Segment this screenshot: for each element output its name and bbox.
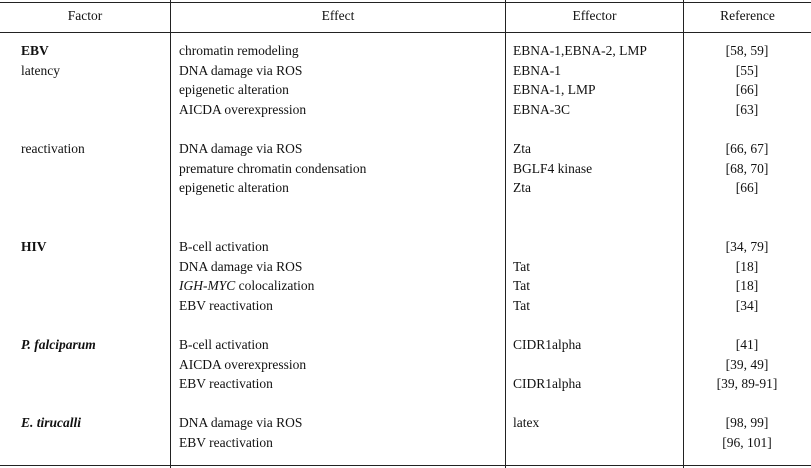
effector-cell: CIDR1alpha bbox=[513, 376, 582, 391]
header-bottom-rule bbox=[0, 32, 811, 33]
reference-cell: [39, 89-91] bbox=[716, 376, 778, 391]
effector-cell: Tat bbox=[513, 278, 531, 293]
effector-cell: Tat bbox=[513, 298, 531, 313]
effector-cell: EBNA-3C bbox=[513, 102, 570, 117]
factor-cell: E. tirucalli bbox=[21, 415, 82, 430]
table-bottom-rule bbox=[0, 465, 811, 466]
reference-cell: [66, 67] bbox=[725, 141, 769, 156]
effector-cell: CIDR1alpha bbox=[513, 337, 582, 352]
effect-cell: chromatin remodeling bbox=[179, 43, 299, 58]
reference-cell: [41] bbox=[735, 337, 759, 352]
reference-cell: [34, 79] bbox=[725, 239, 769, 254]
reference-cell: [58, 59] bbox=[725, 43, 769, 58]
header-effector: Effector bbox=[572, 8, 617, 23]
effect-cell: EBV reactivation bbox=[179, 298, 273, 313]
effector-cell: BGLF4 kinase bbox=[513, 161, 593, 176]
effect-cell: premature chromatin condensation bbox=[179, 161, 367, 176]
reference-cell: [18] bbox=[735, 259, 759, 274]
effector-cell: EBNA-1, LMP bbox=[513, 82, 596, 97]
effector-cell: EBNA-1,EBNA-2, LMP bbox=[513, 43, 647, 58]
effect-cell: AICDA overexpression bbox=[179, 102, 307, 117]
reference-cell: [63] bbox=[735, 102, 759, 117]
reference-cell: [68, 70] bbox=[725, 161, 769, 176]
reference-cell: [55] bbox=[735, 63, 759, 78]
reference-cell: [18] bbox=[735, 278, 759, 293]
effector-cell: EBNA-1 bbox=[513, 63, 561, 78]
reference-cell: [96, 101] bbox=[722, 435, 772, 450]
effect-cell: B-cell activation bbox=[179, 239, 269, 254]
factor-cell: P. falciparum bbox=[21, 337, 96, 352]
column-divider bbox=[170, 0, 171, 468]
effector-cell: latex bbox=[513, 415, 540, 430]
effect-cell: EBV reactivation bbox=[179, 435, 273, 450]
effect-cell: epigenetic alteration bbox=[179, 180, 289, 195]
effector-cell: Zta bbox=[513, 141, 531, 156]
effect-cell: EBV reactivation bbox=[179, 376, 273, 391]
effect-cell: epigenetic alteration bbox=[179, 82, 289, 97]
effector-cell: Zta bbox=[513, 180, 531, 195]
effect-cell: B-cell activation bbox=[179, 337, 269, 352]
factor-cell: reactivation bbox=[21, 141, 85, 156]
header-effect: Effect bbox=[321, 8, 355, 23]
table-top-rule bbox=[0, 2, 811, 3]
reference-cell: [66] bbox=[735, 180, 759, 195]
effect-cell: DNA damage via ROS bbox=[179, 141, 303, 156]
factor-cell: latency bbox=[21, 63, 60, 78]
reference-cell: [34] bbox=[735, 298, 759, 313]
effector-cell: Tat bbox=[513, 259, 531, 274]
header-reference: Reference bbox=[720, 8, 775, 23]
reference-cell: [66] bbox=[735, 82, 759, 97]
gene-name: IGH-MYC bbox=[179, 278, 236, 293]
effect-cell bbox=[179, 277, 314, 294]
effect-cell: AICDA overexpression bbox=[179, 357, 307, 372]
reference-cell: [98, 99] bbox=[725, 415, 769, 430]
header-factor: Factor bbox=[67, 8, 103, 23]
column-divider bbox=[505, 0, 506, 468]
effect-cell: DNA damage via ROS bbox=[179, 63, 303, 78]
effect-text: colocalization bbox=[238, 278, 315, 293]
reference-cell: [39, 49] bbox=[725, 357, 769, 372]
factor-cell: EBV bbox=[21, 43, 49, 58]
factor-cell: HIV bbox=[21, 239, 47, 254]
effect-cell: DNA damage via ROS bbox=[179, 259, 303, 274]
effect-cell: DNA damage via ROS bbox=[179, 415, 303, 430]
